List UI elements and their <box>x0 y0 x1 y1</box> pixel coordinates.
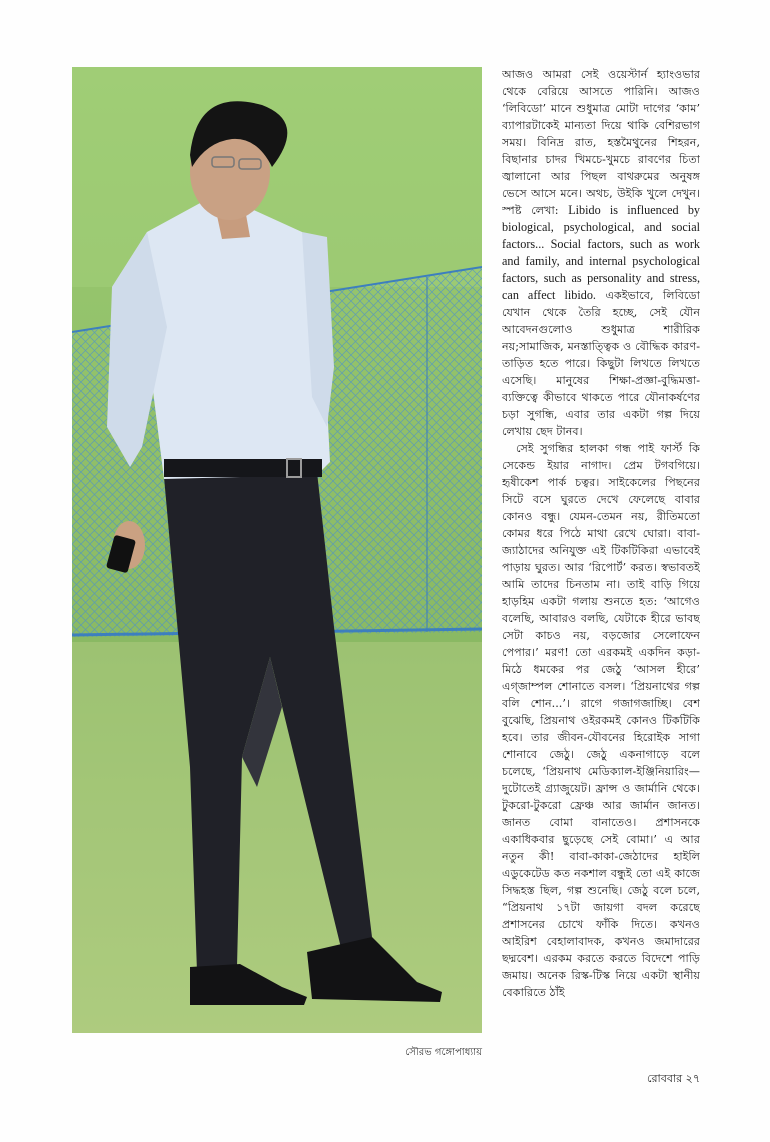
paragraph-2-text: সেই সুগন্ধির হালকা গন্ধ পাই ফার্স্ট কি সেকেন্ড ইয়ার নাগাদ। প্রেম টগবগিয়ে। হৃষীকেশ পার্ক চত্বর। সাইকেলের পিছনের সিটে বসে ঘুরতে দেখে ফেলেছে বাবার কোনও বন্ধু। যেমন-তেমন নয়, রীতিমতো কোমর ধরে পিঠে মাথা রেখে ঘোরা। বাবা-জ্যাঠাদের অনিযুক্ত এই টিকটিকিরা এভাবেই পাড়ায় ঘুরত। আর ‘রিপোর্ট’ করত। স্বভাবতই আমি তাদের চিনতাম না। তাই বাড়ি গিয়ে হাড়হিম একটা গলায় শুনতে হত: ‘আগেও বলেছি, আবারও বলছি, যেটাকে হীরে ভাবছ সেটা কাচও নয়, বড়জোর সেলোফেন পেপার।’ মরণ! তো এরকমই একদিন কড়া-মিঠে ধমকের পর জেঠু ‘আসল হীরে’ এগ্‌জাম্পল শোনাতে বসল। ‘প্রিয়নাথের গল্প বলি শোন...’। রাগে গজাগজাচ্ছি। বেশ বুঝেছি, প্রিয়নাথ ওইরকমই কোনও টিকটিকি হবে। তার জীবন-যৌবনের হিরোইক সাগা শোনাবে জেঠু। জেঠু একনাগাড়ে বলে চলেছে, ‘প্রিয়নাথ মেডিক্যাল-ইঞ্জিনিয়ারিং— দুটোতেই গ্র্যাজুয়েট। ফ্রান্স ও জার্মানি থেকে। টুকরো-টুকরো ফ্রেঞ্চ আর জার্মান জানত। জানত বোমা বানাতেও। প্রশাসনকে একাধিকবার ছুড়েছে সেই বোমা।’ এ আর নতুন কী! বাবা-কাকা-জেঠাদের হাইলি এডুকেটেড কত নকশাল বন্ধুই তো এই কাজে সিদ্ধহস্ত ছিল, গল্প শুনেছি। জেঠু বলে চলে, “প্রিয়নাথ ১৭টা জায়গা বদল করেছে প্রশাসনের চোখে ফাঁকি দিতে। কখনও আইরিশ বেহালাবাদক, কখনও জমাদারের ছদ্মবেশ। এরকম করতে করতে বিদেশে পাড়ি জমায়। অনেক রিস্ক-টিস্ক নিয়ে একটা স্থানীয় বেকারিতে ঠাঁই <box>502 442 700 999</box>
photo-caption: সৌরভ গঙ্গোপাধ্যায় <box>405 1047 482 1058</box>
cover-photo <box>72 67 482 1033</box>
paragraph-1 <box>502 66 700 440</box>
article-body <box>502 66 700 1066</box>
paragraph-2 <box>502 440 700 1001</box>
page-folio: রোববার ২৭ <box>647 1072 700 1085</box>
paragraph-1-text-2: একইভাবে, লিবিডো যেখান থেকে তৈরি হচ্ছে, সেই যৌন আবেদনগুলোও শুধুমাত্র শারীরিক নয়;সামাজিক, মনস্তাত্ত্বিক ও বৌদ্ধিক কারণ-তাড়িত হতে পারে। কিছুটা লিখতে লিখতে এসেছি। মানুষের শিক্ষা-প্রজ্ঞা-বুদ্ধিমত্তা-ব্যক্তিত্বে কীভাবে থাকতে পারে যৌনাকর্ষণের চড়া সুগন্ধি, এবার তার একটা গল্প দিয়ে লেখায় ছেদ টানব। <box>502 289 700 438</box>
photo-cricket-ground <box>72 67 482 1033</box>
paragraph-1-english-quote: Libido is influenced by biological, psychological, and social factors... Social factors, such as work and family, and internal psychological factors, such as personality and stress, can affect libido. <box>502 203 700 302</box>
paragraph-1-text-1: আজও আমরা সেই ওয়েস্টার্ন হ্যাংওভার থেকে বেরিয়ে আসতে পারিনি। আজও ‘লিবিডো’ মানে শুধুমাত্র মোটা দাগের ‘কাম’ ব্যাপারটাকেই মান্যতা দিয়ে থাকি বেশিরভাগ সময়। বিনিদ্র রাত, হস্তমৈথুনের শিহরন, বিছানার চাদর খিমচে-খুমচে রাবণের চিতা জ্বালানো আর পিছল বাথরুমের অনুষঙ্গ ভেসে আসে মনে। অথচ, উইকি খুলে দেখুন। স্পষ্ট লেখা: <box>502 68 700 217</box>
